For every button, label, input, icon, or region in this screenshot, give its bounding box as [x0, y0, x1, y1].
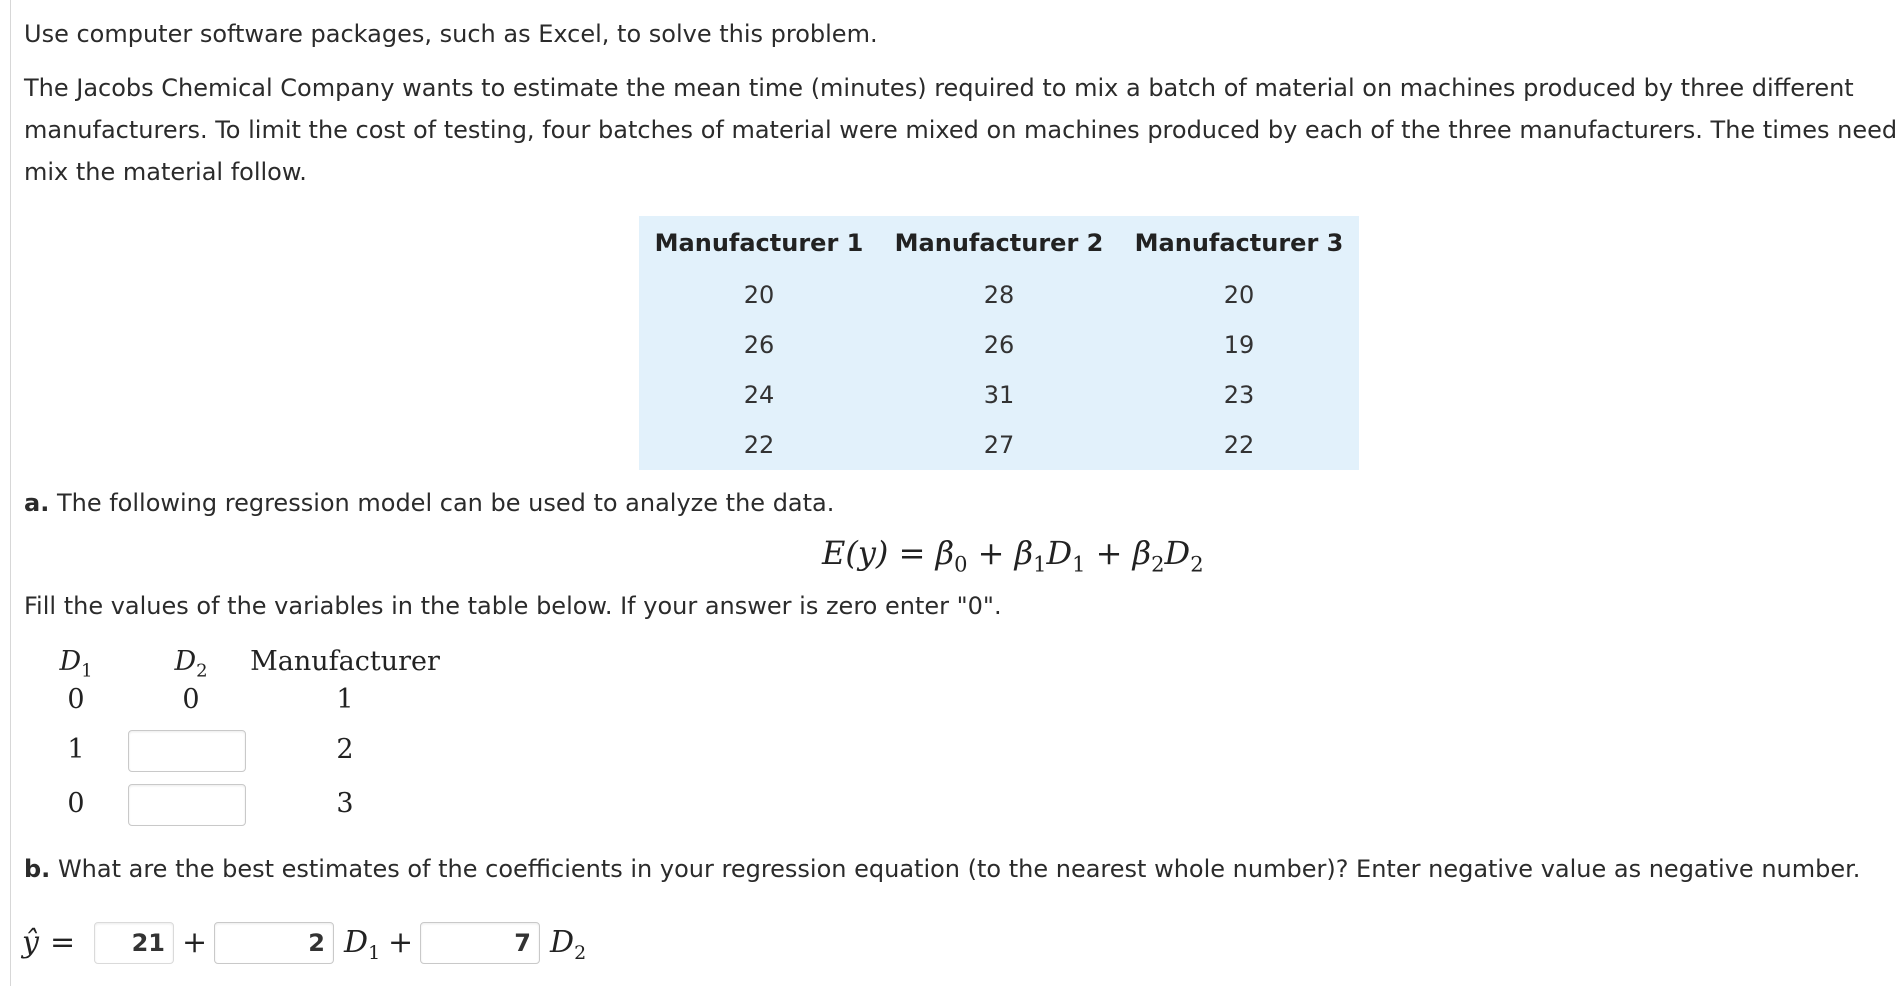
d2-symbol: D	[1164, 534, 1191, 572]
table-cell: 27	[983, 431, 1015, 459]
estimated-regression-equation	[22, 917, 642, 971]
table-cell: 22	[1223, 431, 1255, 459]
d1-symbol: D	[1046, 534, 1073, 572]
d2-symbol: D	[550, 925, 575, 960]
table-cell: 24	[743, 381, 775, 409]
beta-2-symbol: β	[1132, 534, 1152, 572]
manufacturer-value-row-3: 3	[336, 788, 354, 819]
left-rule	[10, 0, 11, 986]
table-cell: 31	[983, 381, 1015, 409]
manufacturer-value-row-1: 1	[336, 684, 354, 715]
part-a-text: The following regression model can be used to analyze the data.	[56, 489, 835, 517]
d1-subscript: 1	[368, 942, 381, 964]
beta-0-subscript: 0	[954, 552, 968, 577]
equals-sign: =	[898, 534, 926, 572]
table-row	[639, 420, 1359, 470]
table-cell: 26	[743, 331, 775, 359]
table-cell: 28	[983, 281, 1015, 309]
b0-input[interactable]: 21	[94, 922, 174, 964]
y-hat-symbol: ŷ	[22, 925, 39, 960]
problem-line-3: mix the material follow.	[24, 158, 307, 186]
beta-1-subscript: 1	[1033, 552, 1047, 577]
table-cell: 19	[1223, 331, 1255, 359]
d2-subscript: 2	[574, 942, 587, 964]
equals-sign: =	[50, 925, 76, 960]
table-cell: 26	[983, 331, 1015, 359]
part-a-instruction: Fill the values of the variables in the table below. If your answer is zero enter "0".	[24, 592, 1002, 620]
part-a-label: a.	[24, 489, 50, 517]
header-d2	[162, 646, 220, 681]
header-manufacturer: Manufacturer	[250, 646, 440, 677]
part-b-text: What are the best estimates of the coefficients in your regression equation (to the nearest whole number)? Enter negative value as negative number.	[57, 855, 1861, 883]
plus-sign: +	[1095, 534, 1123, 572]
header-d1-symbol: D	[59, 646, 82, 677]
plus-sign: +	[977, 534, 1005, 572]
d2-term	[550, 925, 586, 964]
expected-value-term: E(y)	[822, 534, 889, 572]
d1-term	[344, 925, 380, 964]
b2-input[interactable]: 7	[420, 922, 540, 964]
d1-value-row-1: 0	[67, 684, 85, 715]
problem-line-1: The Jacobs Chemical Company wants to estimate the mean time (minutes) required to mix a batch of material on machines produced by three different	[24, 74, 1854, 102]
d1-value-row-2: 1	[67, 734, 85, 765]
plus-sign: +	[388, 925, 414, 960]
beta-2-subscript: 2	[1151, 552, 1165, 577]
intro-text: Use computer software packages, such as Excel, to solve this problem.	[24, 20, 878, 48]
d1-symbol: D	[344, 925, 369, 960]
header-d2-subscript: 2	[196, 660, 208, 682]
beta-1-symbol: β	[1014, 534, 1034, 572]
d2-input-manufacturer-3[interactable]	[128, 784, 246, 826]
table-cell: 20	[1223, 281, 1255, 309]
problem-line-2: manufacturers. To limit the cost of testing, four batches of material were mixed on machines produced by each of the three manufacturers. The times need	[24, 116, 1898, 144]
manufacturer-value-row-2: 2	[336, 734, 354, 765]
d1-value-row-3: 0	[67, 788, 85, 819]
table-row	[639, 370, 1359, 420]
table-cell: 22	[743, 431, 775, 459]
header-d1	[50, 646, 102, 681]
header-manufacturer-2: Manufacturer 2	[894, 229, 1104, 257]
header-manufacturer-3: Manufacturer 3	[1134, 229, 1344, 257]
header-d2-symbol: D	[174, 646, 197, 677]
part-a-prompt	[24, 482, 834, 524]
beta-0-symbol: β	[935, 534, 955, 572]
regression-model-equation	[822, 531, 1204, 586]
part-b-label: b.	[24, 855, 51, 883]
table-row	[639, 320, 1359, 370]
header-d1-subscript: 1	[81, 660, 93, 682]
plus-sign: +	[182, 925, 208, 960]
table-cell: 20	[743, 281, 775, 309]
table-cell: 23	[1223, 381, 1255, 409]
d2-subscript: 2	[1190, 552, 1204, 577]
b1-input[interactable]: 2	[214, 922, 334, 964]
part-b-prompt	[24, 848, 1860, 890]
d2-input-manufacturer-2[interactable]	[128, 730, 246, 772]
data-table-header-row	[639, 216, 1359, 270]
table-row	[639, 270, 1359, 320]
data-table	[639, 216, 1359, 470]
d2-value-row-1: 0	[182, 684, 200, 715]
header-manufacturer-1: Manufacturer 1	[654, 229, 864, 257]
d1-subscript: 1	[1072, 552, 1086, 577]
